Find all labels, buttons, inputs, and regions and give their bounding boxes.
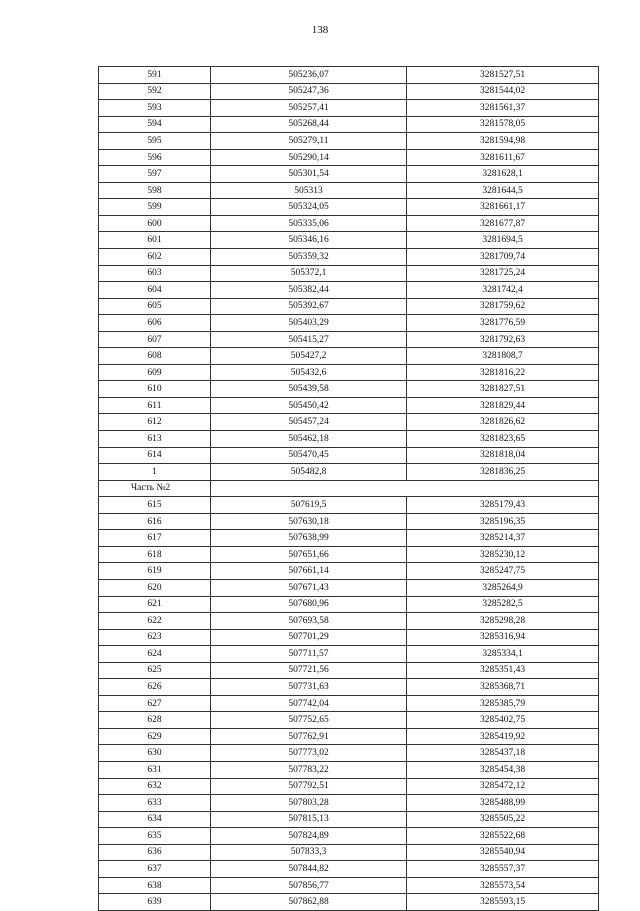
point-number-cell: 609: [99, 364, 211, 381]
table-row: [99, 464, 599, 481]
table-row: [99, 530, 599, 547]
section-header-row: [99, 480, 599, 497]
table-row: [99, 546, 599, 563]
y-coordinate-cell: 3285573,54: [407, 877, 599, 894]
table-row: [99, 83, 599, 100]
table-row: [99, 513, 599, 530]
point-number-cell: 596: [99, 149, 211, 166]
table-row: [99, 100, 599, 117]
point-number-cell: 627: [99, 695, 211, 712]
x-coordinate-cell: 507680,96: [211, 596, 407, 613]
x-coordinate-cell: 505432,6: [211, 364, 407, 381]
x-coordinate-cell: 507773,02: [211, 745, 407, 762]
point-number-cell: 597: [99, 166, 211, 183]
point-number-cell: 637: [99, 861, 211, 878]
x-coordinate-cell: 505372,1: [211, 265, 407, 282]
point-number-cell: 632: [99, 778, 211, 795]
y-coordinate-cell: 3285472,12: [407, 778, 599, 795]
point-number-cell: 601: [99, 232, 211, 249]
point-number-cell: 630: [99, 745, 211, 762]
y-coordinate-cell: 3281808,7: [407, 348, 599, 365]
x-coordinate-cell: 505427,2: [211, 348, 407, 365]
x-coordinate-cell: 507824,89: [211, 828, 407, 845]
y-coordinate-cell: 3281628,1: [407, 166, 599, 183]
point-number-cell: 594: [99, 116, 211, 133]
y-coordinate-cell: 3281527,51: [407, 67, 599, 84]
x-coordinate-cell: 507701,29: [211, 629, 407, 646]
x-coordinate-cell: 507651,66: [211, 546, 407, 563]
x-coordinate-cell: 507742,04: [211, 695, 407, 712]
point-number-cell: 620: [99, 579, 211, 596]
x-coordinate-cell: 507731,63: [211, 679, 407, 696]
point-number-cell: 626: [99, 679, 211, 696]
y-coordinate-cell: 3285505,22: [407, 811, 599, 828]
table-row: [99, 679, 599, 696]
point-number-cell: 612: [99, 414, 211, 431]
y-coordinate-cell: 3281836,25: [407, 464, 599, 481]
table-row: [99, 67, 599, 84]
y-coordinate-cell: 3281694,5: [407, 232, 599, 249]
y-coordinate-cell: 3281818,04: [407, 447, 599, 464]
table-row: [99, 745, 599, 762]
y-coordinate-cell: 3285351,43: [407, 662, 599, 679]
table-row: [99, 712, 599, 729]
point-number-cell: 591: [99, 67, 211, 84]
x-coordinate-cell: 505439,58: [211, 381, 407, 398]
point-number-cell: 603: [99, 265, 211, 282]
table-row: [99, 811, 599, 828]
point-number-cell: 602: [99, 249, 211, 266]
point-number-cell: 638: [99, 877, 211, 894]
x-coordinate-cell: 505301,54: [211, 166, 407, 183]
point-number-cell: 593: [99, 100, 211, 117]
table-row: [99, 381, 599, 398]
table-row: [99, 877, 599, 894]
point-number-cell: 607: [99, 331, 211, 348]
y-coordinate-cell: 3281816,22: [407, 364, 599, 381]
x-coordinate-cell: 507815,13: [211, 811, 407, 828]
y-coordinate-cell: 3285454,38: [407, 761, 599, 778]
point-number-cell: 628: [99, 712, 211, 729]
table-row: [99, 232, 599, 249]
y-coordinate-cell: 3281661,17: [407, 199, 599, 216]
y-coordinate-cell: 3281742,4: [407, 282, 599, 299]
x-coordinate-cell: 507762,91: [211, 728, 407, 745]
x-coordinate-cell: 505359,32: [211, 249, 407, 266]
point-number-cell: 599: [99, 199, 211, 216]
x-coordinate-cell: 505382,44: [211, 282, 407, 299]
y-coordinate-cell: 3285214,37: [407, 530, 599, 547]
x-coordinate-cell: 507671,43: [211, 579, 407, 596]
table-row: [99, 182, 599, 199]
y-coordinate-cell: 3281725,24: [407, 265, 599, 282]
x-coordinate-cell: 505482,8: [211, 464, 407, 481]
table-row: [99, 331, 599, 348]
x-coordinate-cell: 507711,57: [211, 646, 407, 663]
table-row: [99, 199, 599, 216]
table-row: [99, 249, 599, 266]
y-coordinate-cell: 3285488,99: [407, 795, 599, 812]
table-row: [99, 646, 599, 663]
table-row: [99, 861, 599, 878]
point-number-cell: 600: [99, 215, 211, 232]
x-coordinate-cell: 507630,18: [211, 513, 407, 530]
y-coordinate-cell: 3281829,44: [407, 397, 599, 414]
table-row: [99, 894, 599, 911]
x-coordinate-cell: 507792,51: [211, 778, 407, 795]
x-coordinate-cell: 505415,27: [211, 331, 407, 348]
point-number-cell: 622: [99, 613, 211, 630]
point-number-cell: 608: [99, 348, 211, 365]
x-coordinate-cell: 505324,05: [211, 199, 407, 216]
table-row: [99, 761, 599, 778]
y-coordinate-cell: 3285298,28: [407, 613, 599, 630]
y-coordinate-cell: 3281709,74: [407, 249, 599, 266]
point-number-cell: 633: [99, 795, 211, 812]
point-number-cell: 616: [99, 513, 211, 530]
y-coordinate-cell: 3285593,15: [407, 894, 599, 911]
x-coordinate-cell: 505247,36: [211, 83, 407, 100]
point-number-cell: 619: [99, 563, 211, 580]
y-coordinate-cell: 3285247,75: [407, 563, 599, 580]
table-row: [99, 149, 599, 166]
x-coordinate-cell: 505313: [211, 182, 407, 199]
point-number-cell: 1: [99, 464, 211, 481]
point-number-cell: 604: [99, 282, 211, 299]
table-row: [99, 778, 599, 795]
x-coordinate-cell: 507638,99: [211, 530, 407, 547]
empty-cell: [211, 480, 407, 497]
section-label: Часть №2: [99, 480, 211, 497]
y-coordinate-cell: 3281611,67: [407, 149, 599, 166]
y-coordinate-cell: 3281826,62: [407, 414, 599, 431]
x-coordinate-cell: 505470,45: [211, 447, 407, 464]
point-number-cell: 621: [99, 596, 211, 613]
y-coordinate-cell: 3281776,59: [407, 315, 599, 332]
x-coordinate-cell: 505462,18: [211, 431, 407, 448]
y-coordinate-cell: 3285264,9: [407, 579, 599, 596]
point-number-cell: 634: [99, 811, 211, 828]
x-coordinate-cell: 507783,22: [211, 761, 407, 778]
coordinates-table-body: [99, 67, 599, 911]
y-coordinate-cell: 3281561,37: [407, 100, 599, 117]
table-row: [99, 613, 599, 630]
x-coordinate-cell: 505392,67: [211, 298, 407, 315]
y-coordinate-cell: 3285402,75: [407, 712, 599, 729]
x-coordinate-cell: 507752,65: [211, 712, 407, 729]
point-number-cell: 639: [99, 894, 211, 911]
x-coordinate-cell: 505457,24: [211, 414, 407, 431]
x-coordinate-cell: 507862,88: [211, 894, 407, 911]
point-number-cell: 611: [99, 397, 211, 414]
y-coordinate-cell: 3285316,94: [407, 629, 599, 646]
y-coordinate-cell: 3285540,94: [407, 844, 599, 861]
y-coordinate-cell: 3281644,5: [407, 182, 599, 199]
coordinates-table: [98, 66, 599, 911]
point-number-cell: 629: [99, 728, 211, 745]
table-row: [99, 629, 599, 646]
y-coordinate-cell: 3285230,12: [407, 546, 599, 563]
empty-cell: [407, 480, 599, 497]
table-row: [99, 282, 599, 299]
x-coordinate-cell: 505279,11: [211, 133, 407, 150]
point-number-cell: 605: [99, 298, 211, 315]
table-row: [99, 397, 599, 414]
point-number-cell: 635: [99, 828, 211, 845]
point-number-cell: 631: [99, 761, 211, 778]
x-coordinate-cell: 507721,56: [211, 662, 407, 679]
y-coordinate-cell: 3281823,65: [407, 431, 599, 448]
point-number-cell: 625: [99, 662, 211, 679]
table-row: [99, 795, 599, 812]
x-coordinate-cell: 505268,44: [211, 116, 407, 133]
y-coordinate-cell: 3281759,62: [407, 298, 599, 315]
y-coordinate-cell: 3285179,43: [407, 497, 599, 514]
table-row: [99, 844, 599, 861]
table-row: [99, 431, 599, 448]
point-number-cell: 624: [99, 646, 211, 663]
x-coordinate-cell: 507661,14: [211, 563, 407, 580]
y-coordinate-cell: 3285437,18: [407, 745, 599, 762]
table-row: [99, 364, 599, 381]
table-row: [99, 728, 599, 745]
point-number-cell: 615: [99, 497, 211, 514]
table-row: [99, 447, 599, 464]
x-coordinate-cell: 505450,42: [211, 397, 407, 414]
x-coordinate-cell: 505346,16: [211, 232, 407, 249]
y-coordinate-cell: 3285282,5: [407, 596, 599, 613]
point-number-cell: 623: [99, 629, 211, 646]
table-row: [99, 166, 599, 183]
x-coordinate-cell: 505335,06: [211, 215, 407, 232]
y-coordinate-cell: 3285522,68: [407, 828, 599, 845]
table-row: [99, 497, 599, 514]
table-row: [99, 215, 599, 232]
table-row: [99, 265, 599, 282]
y-coordinate-cell: 3285419,92: [407, 728, 599, 745]
point-number-cell: 595: [99, 133, 211, 150]
table-row: [99, 828, 599, 845]
x-coordinate-cell: 507619,5: [211, 497, 407, 514]
x-coordinate-cell: 505236,07: [211, 67, 407, 84]
x-coordinate-cell: 505290,14: [211, 149, 407, 166]
y-coordinate-cell: 3281827,51: [407, 381, 599, 398]
point-number-cell: 613: [99, 431, 211, 448]
table-row: [99, 116, 599, 133]
x-coordinate-cell: 507693,58: [211, 613, 407, 630]
y-coordinate-cell: 3285334,1: [407, 646, 599, 663]
table-row: [99, 348, 599, 365]
table-row: [99, 579, 599, 596]
table-row: [99, 662, 599, 679]
page-number: 138: [311, 24, 329, 36]
y-coordinate-cell: 3285368,71: [407, 679, 599, 696]
x-coordinate-cell: 505257,41: [211, 100, 407, 117]
y-coordinate-cell: 3281594,98: [407, 133, 599, 150]
table-row: [99, 695, 599, 712]
table-row: [99, 596, 599, 613]
table-row: [99, 315, 599, 332]
x-coordinate-cell: 507856,77: [211, 877, 407, 894]
y-coordinate-cell: 3285557,37: [407, 861, 599, 878]
y-coordinate-cell: 3285196,35: [407, 513, 599, 530]
y-coordinate-cell: 3281544,02: [407, 83, 599, 100]
x-coordinate-cell: 505403,29: [211, 315, 407, 332]
point-number-cell: 618: [99, 546, 211, 563]
point-number-cell: 592: [99, 83, 211, 100]
table-row: [99, 133, 599, 150]
table-row: [99, 414, 599, 431]
point-number-cell: 606: [99, 315, 211, 332]
y-coordinate-cell: 3281578,05: [407, 116, 599, 133]
point-number-cell: 617: [99, 530, 211, 547]
point-number-cell: 598: [99, 182, 211, 199]
point-number-cell: 610: [99, 381, 211, 398]
y-coordinate-cell: 3281792,63: [407, 331, 599, 348]
point-number-cell: 614: [99, 447, 211, 464]
x-coordinate-cell: 507803,28: [211, 795, 407, 812]
point-number-cell: 636: [99, 844, 211, 861]
y-coordinate-cell: 3285385,79: [407, 695, 599, 712]
x-coordinate-cell: 507833,3: [211, 844, 407, 861]
x-coordinate-cell: 507844,82: [211, 861, 407, 878]
table-row: [99, 298, 599, 315]
y-coordinate-cell: 3281677,87: [407, 215, 599, 232]
table-row: [99, 563, 599, 580]
